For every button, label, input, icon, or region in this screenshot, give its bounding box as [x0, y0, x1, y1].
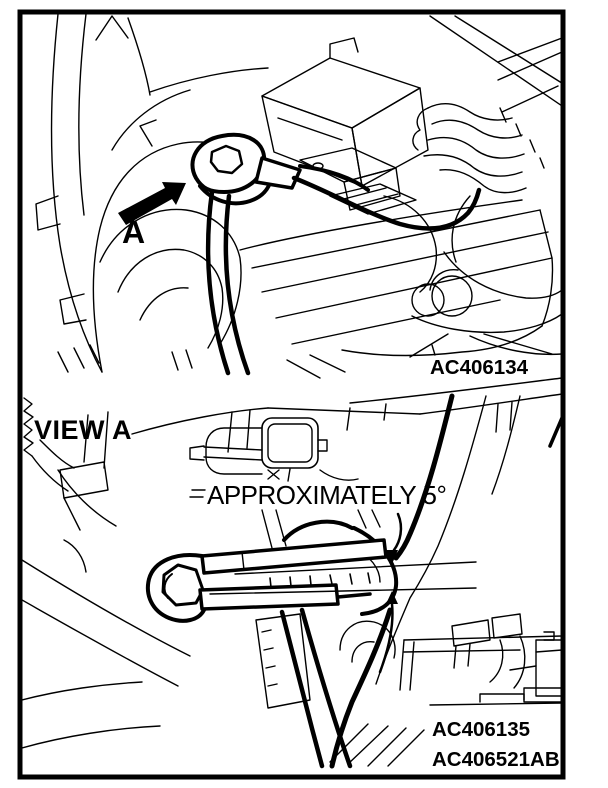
figure-frame: [20, 12, 563, 777]
wiring-harness-drawing: [413, 104, 544, 193]
callout-label-a: A: [122, 214, 146, 250]
view-label: VIEW A: [34, 415, 133, 445]
angle-annotation: APPROXIMATELY 5°: [207, 480, 447, 510]
figure-code-top: AC406134: [430, 356, 529, 379]
reservoir-drawing: [132, 378, 562, 481]
figure-code-bottom-1: AC406135: [432, 718, 531, 741]
top-panel-drawing: [36, 14, 565, 378]
strut-beam-drawing: [430, 16, 565, 112]
figure-code-bottom-2: AC406521AB: [432, 748, 560, 771]
angle-dimension-drawing: [190, 490, 476, 672]
